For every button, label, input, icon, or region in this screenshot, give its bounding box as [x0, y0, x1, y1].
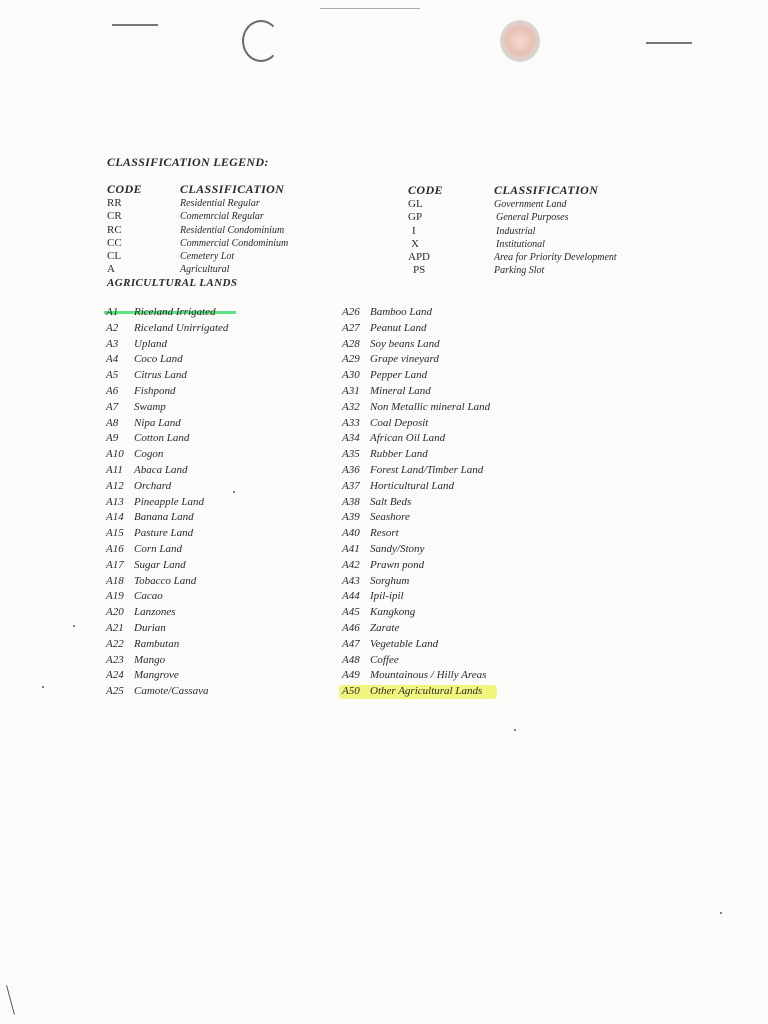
agri-code: A12 — [106, 479, 124, 492]
agri-item — [342, 684, 490, 700]
agri-item — [106, 463, 228, 479]
legend-classification: Commercial Condominium — [180, 237, 289, 249]
agri-item — [342, 526, 490, 542]
agri-label: Salt Beds — [370, 495, 412, 508]
agri-label: Ipil-ipil — [370, 590, 404, 603]
agri-item — [342, 337, 490, 353]
speck — [42, 686, 44, 688]
agri-label: Coco Land — [134, 353, 183, 366]
agri-code: A20 — [106, 606, 124, 619]
agri-code: A41 — [342, 542, 360, 555]
agri-label: Kangkong — [370, 606, 416, 619]
left-classification-list — [180, 197, 288, 277]
legend-code: APD — [408, 251, 431, 264]
legend-classification: Agricultural — [180, 264, 230, 276]
agri-item — [342, 416, 490, 432]
agri-code: A25 — [106, 685, 124, 698]
code-header-left: CODE — [107, 182, 142, 196]
agri-label: Swamp — [134, 400, 166, 413]
agri-code: A22 — [106, 637, 124, 650]
agri-code: A47 — [342, 637, 360, 650]
agri-item — [342, 368, 490, 384]
agri-code: A50 — [342, 685, 360, 698]
agri-label: Sorghum — [370, 574, 410, 587]
right-classification-list — [494, 198, 617, 278]
agri-label: Forest Land/Timber Land — [370, 463, 484, 476]
agri-item — [342, 558, 490, 574]
agri-label: Seashore — [370, 511, 410, 524]
agri-code: A48 — [342, 653, 360, 666]
scan-mark-top-right — [646, 42, 692, 44]
agri-label: Pasture Land — [134, 527, 194, 540]
scan-mark-top-center — [320, 8, 420, 9]
agri-code: A16 — [106, 542, 124, 555]
agri-item — [106, 416, 228, 432]
agri-item — [342, 305, 490, 321]
agri-label: Sugar Land — [134, 558, 186, 571]
agri-code: A13 — [106, 495, 124, 508]
legend-code: GL — [408, 198, 423, 210]
agri-label: Rambutan — [134, 637, 180, 650]
legend-classification: Parking Slot — [494, 265, 545, 277]
agri-code: A14 — [106, 511, 124, 524]
legend-classification: Industrial — [496, 225, 536, 237]
agri-label: Cogon — [134, 448, 164, 461]
speck — [514, 729, 516, 731]
agri-label: Cotton Land — [134, 432, 190, 445]
agri-label: Mountainous / Hilly Areas — [370, 669, 487, 682]
agri-item — [342, 605, 490, 621]
legend-code: GP — [408, 211, 423, 224]
agri-label: African Oil Land — [370, 432, 446, 445]
agri-item — [106, 384, 228, 400]
agri-item — [342, 431, 490, 447]
agri-item — [106, 558, 228, 574]
agri-code: A44 — [342, 590, 360, 603]
agri-label: Zarate — [370, 621, 400, 634]
agri-label: Mangrove — [134, 669, 179, 682]
agri-code: A27 — [342, 321, 360, 334]
legend-code: X — [411, 237, 419, 250]
agri-label: Corn Land — [134, 542, 182, 555]
agri-code: A21 — [106, 621, 124, 634]
agri-label: Rubber Land — [370, 448, 428, 461]
legend-classification: Cemetery Lot — [180, 251, 235, 263]
agri-item — [106, 684, 228, 700]
agri-item — [106, 305, 228, 321]
agri-item — [342, 621, 490, 637]
agri-code: A4 — [106, 353, 119, 366]
agri-code: A2 — [106, 321, 119, 334]
legend-classification: Government Land — [494, 199, 567, 210]
agri-label: Pepper Land — [370, 369, 428, 382]
agri-item — [106, 431, 228, 447]
agri-item — [106, 447, 228, 463]
agri-code: A42 — [342, 558, 360, 571]
agri-label: Mango — [134, 653, 166, 666]
legend-classification: Institutional — [496, 238, 545, 250]
agri-code: A45 — [342, 606, 360, 619]
agri-code: A38 — [342, 495, 360, 508]
agri-label: Abaca Land — [134, 463, 188, 476]
agri-code: A37 — [342, 479, 360, 492]
agri-label: Grape vineyard — [370, 353, 439, 366]
agri-item — [106, 542, 228, 558]
legend-classification: Area for Priority Development — [494, 252, 617, 264]
agri-label: Riceland Irrigated — [134, 306, 216, 318]
legend-title: CLASSIFICATION LEGEND: — [107, 155, 269, 169]
agri-code: A40 — [342, 527, 360, 540]
agri-code: A24 — [106, 669, 124, 682]
agri-code: A31 — [342, 384, 360, 397]
agri-item — [106, 668, 228, 684]
agri-code: A30 — [342, 369, 360, 382]
agri-label: Vegetable Land — [370, 637, 439, 650]
agri-label: Citrus Land — [134, 369, 187, 382]
legend-classification: Comemrcial Regular — [180, 211, 264, 223]
agri-item — [106, 510, 228, 526]
agri-code: A3 — [106, 337, 119, 350]
agri-item — [342, 447, 490, 463]
agri-code: A39 — [342, 511, 360, 524]
scan-mark-bottom-left — [6, 985, 15, 1014]
agri-item — [106, 589, 228, 605]
agri-code: A26 — [342, 306, 360, 318]
agri-label: Non Metallic mineral Land — [370, 400, 491, 413]
agri-list-right — [342, 305, 490, 700]
agri-code: A15 — [106, 527, 124, 540]
legend-classification: Residential Regular — [180, 198, 260, 209]
scan-mark-top-left — [112, 24, 158, 26]
agri-code: A28 — [342, 337, 360, 350]
agri-label: Lanzones — [134, 606, 176, 619]
agri-item — [106, 495, 228, 511]
speck — [233, 491, 235, 493]
legend-code: RR — [107, 197, 122, 209]
left-code-list — [107, 197, 122, 277]
agri-item — [106, 621, 228, 637]
agri-item — [342, 352, 490, 368]
agri-item — [106, 653, 228, 669]
agri-label: Nipa Land — [134, 416, 181, 429]
legend-code: RC — [107, 223, 122, 236]
agri-code: A8 — [106, 416, 119, 429]
agri-label: Tobacco Land — [134, 574, 197, 587]
agri-code: A7 — [106, 400, 119, 413]
legend-code: CR — [107, 210, 122, 223]
agri-label: Other Agricultural Lands — [370, 685, 483, 698]
right-code-list — [408, 198, 430, 278]
agri-item — [106, 400, 228, 416]
agri-item — [342, 637, 490, 653]
agri-item — [106, 337, 228, 353]
agri-item — [342, 479, 490, 495]
agri-item — [342, 542, 490, 558]
punch-hole-right — [500, 20, 540, 62]
legend-code: I — [412, 224, 416, 237]
agri-item — [106, 637, 228, 653]
agri-label: Mineral Land — [370, 384, 431, 397]
agri-label: Bamboo Land — [370, 306, 433, 318]
agri-code: A1 — [106, 306, 119, 318]
agri-item — [342, 653, 490, 669]
punch-hole-left — [242, 20, 280, 62]
legend-code: A — [107, 263, 115, 276]
agri-code: A23 — [106, 653, 124, 666]
agri-label: Camote/Cassava — [134, 685, 209, 698]
agri-code: A34 — [342, 432, 360, 445]
agri-label: Sandy/Stony — [370, 542, 425, 555]
agri-code: A11 — [106, 463, 123, 476]
agri-code: A35 — [342, 448, 360, 461]
agri-label: Upland — [134, 337, 167, 350]
agri-code: A29 — [342, 353, 360, 366]
agri-code: A32 — [342, 400, 360, 413]
agri-label: Prawn pond — [370, 558, 425, 571]
legend-code: PS — [413, 264, 426, 277]
agri-item — [106, 479, 228, 495]
agri-label: Banana Land — [134, 511, 194, 524]
agri-label: Soy beans Land — [370, 337, 440, 350]
agri-item — [342, 463, 490, 479]
agri-item — [106, 605, 228, 621]
agri-label: Horticultural Land — [370, 479, 455, 492]
agri-label: Orchard — [134, 479, 172, 492]
agri-code: A10 — [106, 448, 124, 461]
agri-item — [342, 574, 490, 590]
agri-code: A19 — [106, 590, 124, 603]
agri-item — [106, 321, 228, 337]
agri-label: Cacao — [134, 590, 163, 603]
agri-label: Resort — [370, 527, 399, 540]
agri-item — [342, 321, 490, 337]
agri-item — [342, 495, 490, 511]
speck — [73, 625, 75, 627]
agri-item — [342, 384, 490, 400]
agri-label: Coffee — [370, 653, 399, 666]
agri-label: Fishpond — [134, 384, 176, 397]
agri-item — [106, 574, 228, 590]
agri-item — [106, 368, 228, 384]
agri-code: A49 — [342, 669, 360, 682]
agri-list-left — [106, 305, 228, 700]
agri-code: A18 — [106, 574, 124, 587]
speck — [720, 912, 722, 914]
legend-code: CC — [107, 236, 122, 249]
classification-header-left: CLASSIFICATION — [180, 182, 285, 196]
agri-code: A36 — [342, 463, 360, 476]
agri-item — [106, 352, 228, 368]
agri-code: A17 — [106, 558, 124, 571]
legend-code: CL — [107, 250, 122, 263]
agri-item — [342, 510, 490, 526]
legend-classification: General Purposes — [496, 212, 569, 224]
agri-item — [342, 589, 490, 605]
agri-code: A6 — [106, 384, 119, 397]
classification-header-right: CLASSIFICATION — [494, 183, 599, 197]
agricultural-lands-title: AGRICULTURAL LANDS — [107, 277, 238, 289]
agri-code: A9 — [106, 432, 119, 445]
agri-label: Riceland Unirrigated — [134, 321, 229, 334]
agri-code: A5 — [106, 369, 119, 382]
agri-label: Durian — [134, 621, 166, 634]
agri-label: Pineapple Land — [134, 495, 204, 508]
code-header-right: CODE — [408, 183, 443, 197]
agri-label: Peanut Land — [370, 321, 427, 334]
agri-label: Coal Deposit — [370, 416, 429, 429]
agri-item — [106, 526, 228, 542]
agri-item — [342, 400, 490, 416]
agri-item — [342, 668, 490, 684]
legend-classification: Residential Condominium — [180, 224, 285, 236]
agri-code: A33 — [342, 416, 360, 429]
agri-code: A46 — [342, 621, 360, 634]
agri-code: A43 — [342, 574, 360, 587]
